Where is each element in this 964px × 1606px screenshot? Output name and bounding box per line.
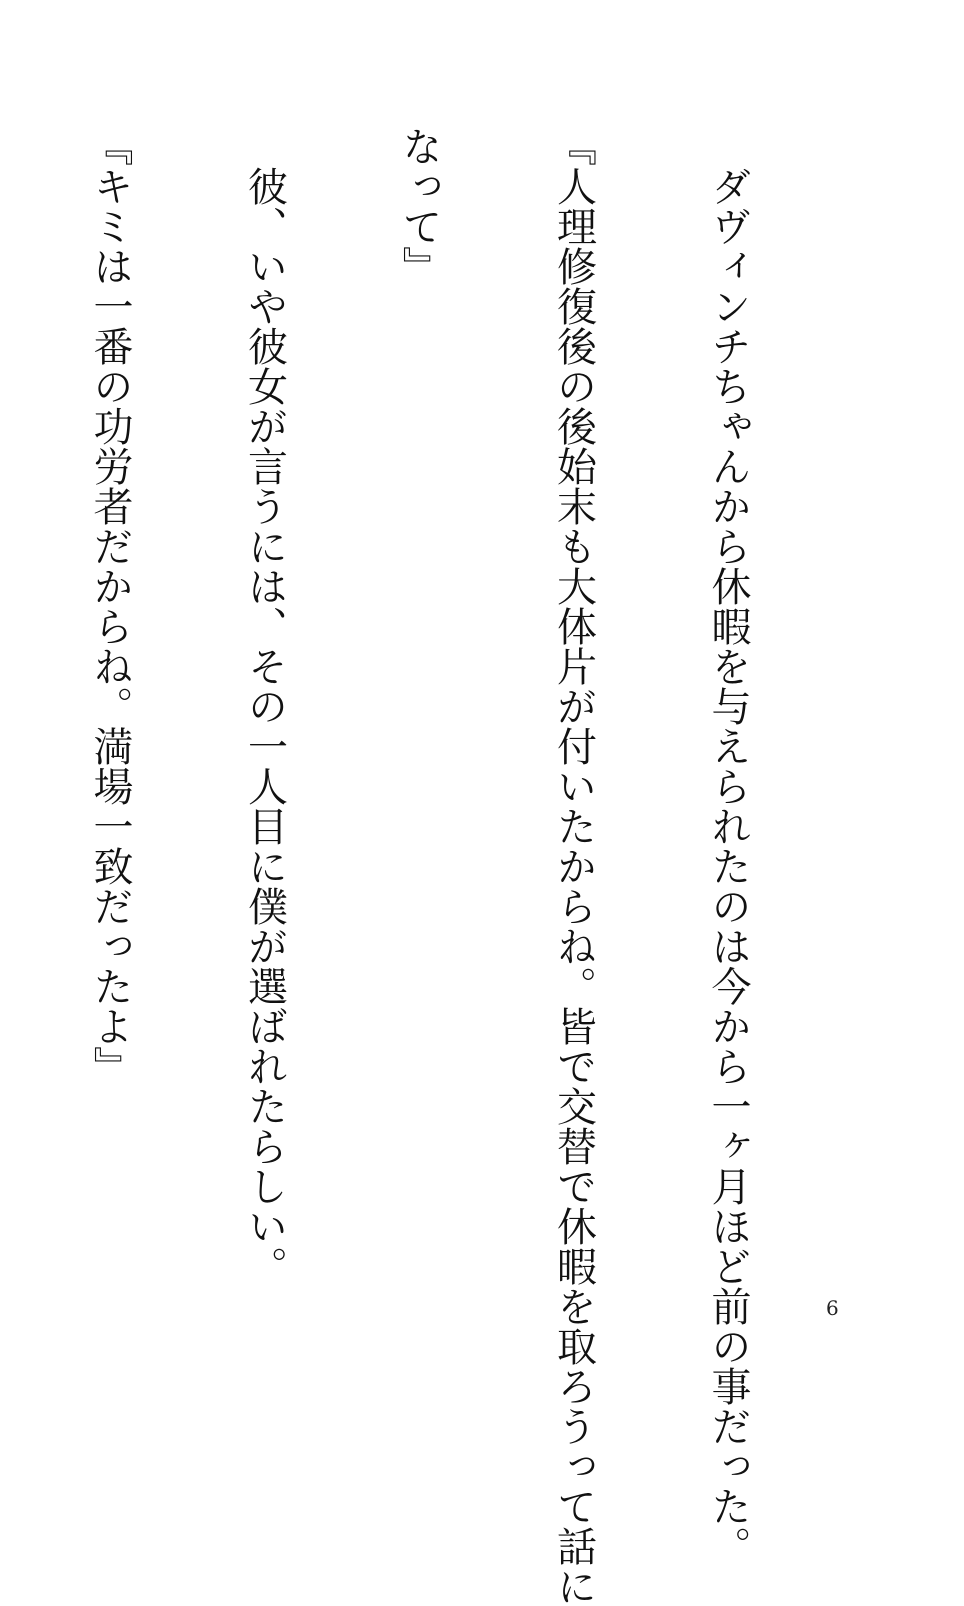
- text-line: 彼、いや彼女が言うには、その一人目に僕が選ばれたらしい。: [241, 126, 288, 1286]
- vertical-text-body: [0, 126, 856, 1606]
- page-number: 6: [826, 1296, 839, 1320]
- text-line: ダヴィンチちゃんから休暇を与えられたのは今から一ヶ月ほど前の事だった。: [705, 126, 751, 1566]
- text-line: 『キミは一番の功労者だからね。満場一致だったよ』: [87, 126, 133, 1086]
- text-line: 『人理修復後の後始末も大体片が付いたからね。皆で交替で休暇を取ろうって話に: [550, 126, 597, 1606]
- text-line: なって』: [396, 126, 442, 286]
